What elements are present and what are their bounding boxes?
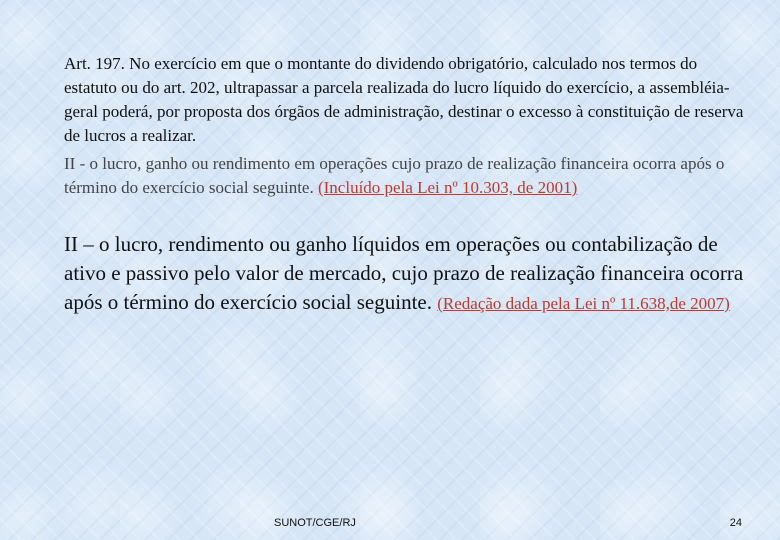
article-197-paragraph: [64, 52, 744, 148]
page-number: 24: [729, 517, 742, 529]
item-ii-original-paragraph: [64, 152, 744, 200]
footer-source: SUNOT/CGE/RJ: [274, 517, 356, 529]
item-ii-amended-text: II – o lucro, rendimento ou ganho líquidos em operações ou contabilização de ativo e passivo pelo valor de mercado, cujo prazo de realização financeira ocorra após o término do exercício social seguinte.: [64, 232, 744, 314]
item-ii-amended-paragraph: [64, 230, 744, 318]
article-197-text: Art. 197. No exercício em que o montante do dividendo obrigatório, calculado nos termos do estatuto ou do art. 202, ultrapassar a parcela realizada do lucro líquido do exercício, a assembléia-geral poderá, por proposta dos órgãos de administração, destinar o excesso à constituição de reserva de lucros a realizar.: [64, 54, 744, 145]
item-ii-original-text: II - o lucro, ganho ou rendimento em operações cujo prazo de realização financeira ocorra após o término do exercício social seguinte.: [64, 154, 725, 197]
law-10303-reference-link[interactable]: (Incluído pela Lei nº 10.303, de 2001): [317, 178, 578, 197]
law-11638-reference-link[interactable]: (Redação dada pela Lei nº 11.638,de 2007): [437, 294, 730, 313]
